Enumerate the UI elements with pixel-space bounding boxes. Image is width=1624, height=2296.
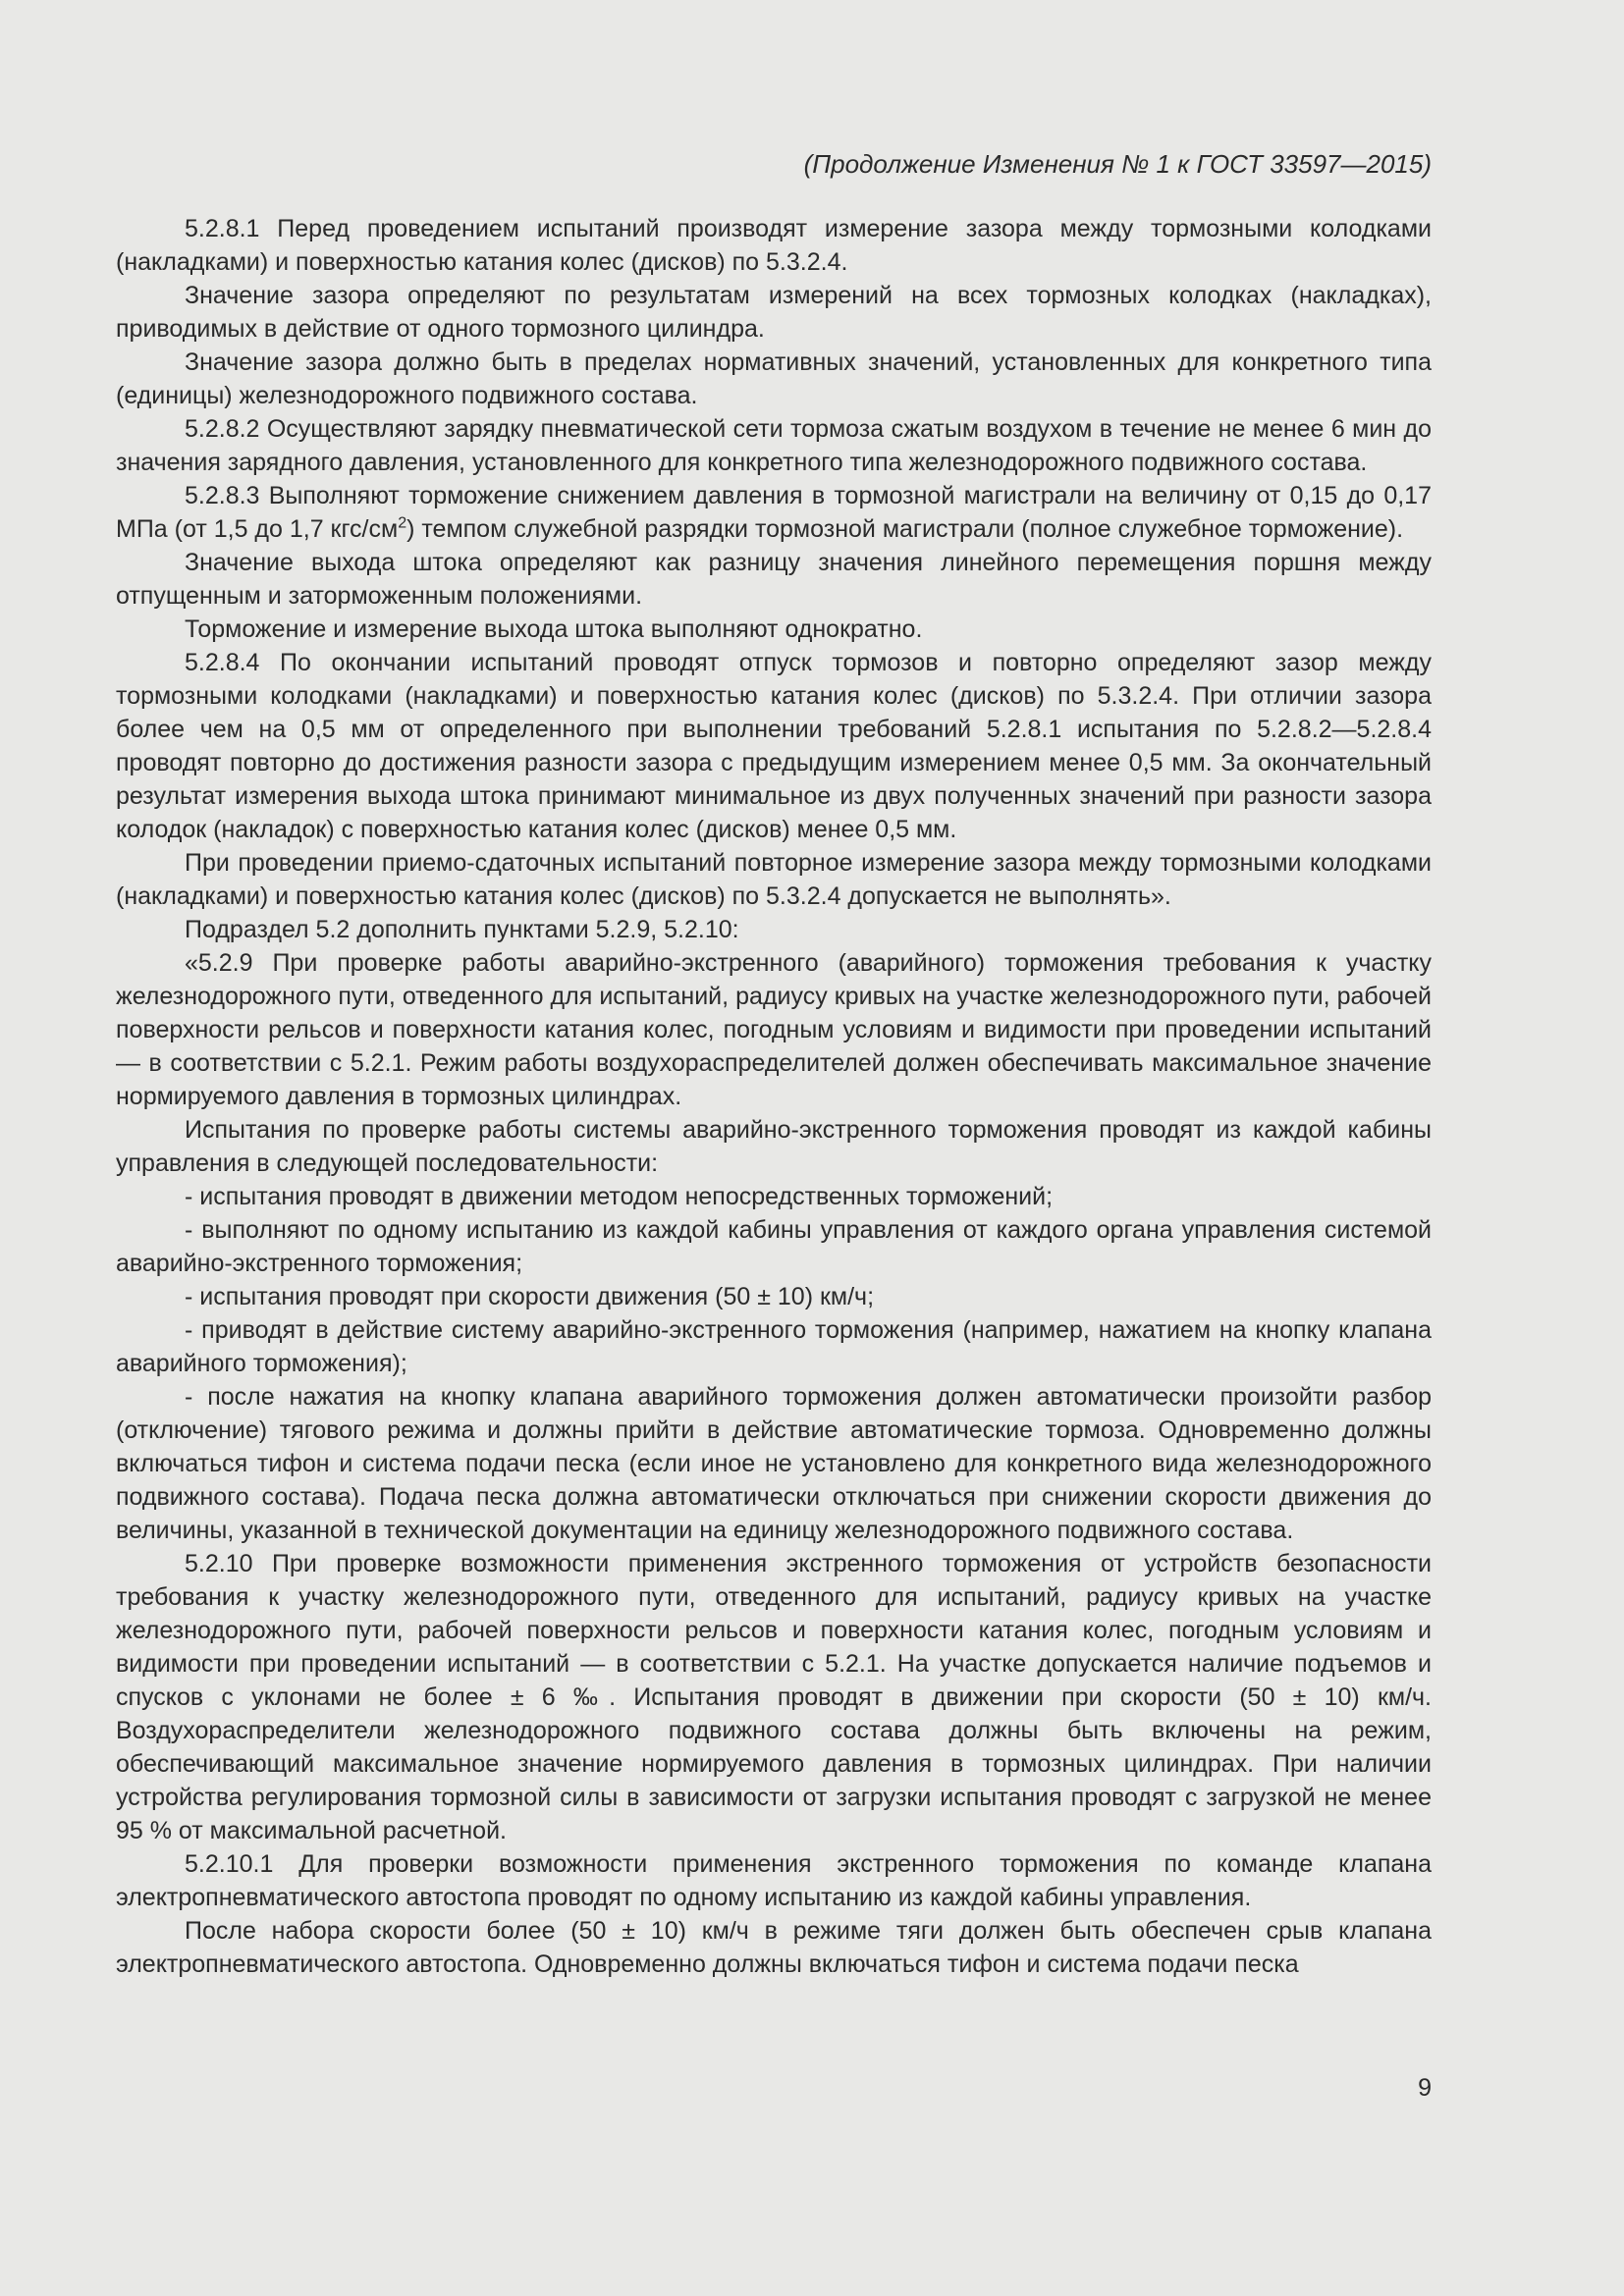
paragraph-5-2-9: «5.2.9 При проверке работы аварийно-экстренного (аварийного) торможения требования к участку железнодорожного пути, отведенного для испытаний, радиусу кривых на участке железнодорожного пути, рабочей поверхности рельсов и поверхности катания колес, погодным условиям и видимости при проведении испытаний — в соответствии с 5.2.1. Режим работы воздухораспределителей должен обеспечивать максимальное значение нормируемого давления в тормозных цилиндрах. bbox=[116, 949, 1432, 1110]
page-number: 9 bbox=[1418, 2074, 1432, 2102]
paragraph-5-2-8-3 bbox=[116, 479, 1432, 546]
paragraph-subsection-add: Подраздел 5.2 дополнить пунктами 5.2.9, 5.2.10: bbox=[185, 916, 739, 943]
list-item-motion: - испытания проводят в движении методом непосредственных торможений; bbox=[185, 1183, 1054, 1210]
paragraph-5-2-8-3-text: 5.2.8.3 Выполняют торможение снижением давления в тормозной магистрали на величину от 0,15 до 0,17 МПа (от 1,5 до 1,7 кгс/см bbox=[116, 482, 1432, 543]
document-header: (Продолжение Изменения № 1 к ГОСТ 33597—2015) bbox=[803, 149, 1432, 179]
paragraph-autostop: После набора скорости более (50 ± 10) км/ч в режиме тяги должен быть обеспечен срыв клапана электропневматического автостопа. Одновременно должны включаться тифон и система подачи песка bbox=[116, 1917, 1432, 1978]
list-item-after-press: - после нажатия на кнопку клапана аварийного торможения должен автоматически произойти разбор (отключение) тягового режима и должны прийти в действие автоматические тормоза. Одновременно должны включаться тифон и система подачи песка (если иное не установлено для конкретного вида железнодорожного подвижного состава). Подача песка должна автоматически отключаться при снижении скорости движения до величины, указанной в технической документации на единицу железнодорожного подвижного состава. bbox=[116, 1383, 1432, 1544]
list-item-each-cabin: - выполняют по одному испытанию из каждой кабины управления от каждого органа управления системой аварийно-экстренного торможения; bbox=[116, 1216, 1432, 1277]
paragraph-5-2-8-4: 5.2.8.4 По окончании испытаний проводят отпуск тормозов и повторно определяют зазор между тормозными колодками (накладками) и поверхностью катания колес (дисков) по 5.3.2.4. При отличии зазора более чем на 0,5 мм от определенного при выполнении требований 5.2.8.1 испытания по 5.2.8.2—5.2.8.4 проводят повторно до достижения разности зазора с предыдущим измерением менее 0,5 мм. За окончательный результат измерения выхода штока принимают минимальное из двух полученных значений при разности зазора колодок (накладок) с поверхностью катания колес (дисков) менее 0,5 мм. bbox=[116, 649, 1432, 843]
list-item-speed: - испытания проводят при скорости движения (50 ± 10) км/ч; bbox=[185, 1283, 875, 1310]
paragraph-5-2-8-2: 5.2.8.2 Осуществляют зарядку пневматической сети тормоза сжатым воздухом в течение не менее 6 мин до значения зарядного давления, установленного для конкретного типа железнодорожного подвижного состава. bbox=[116, 415, 1432, 476]
paragraph-5-2-10: 5.2.10 При проверке возможности применения экстренного торможения от устройств безопасности требования к участку железнодорожного пути, отведенного для испытаний, радиусу кривых на участке железнодорожного пути, рабочей поверхности рельсов и поверхности катания колес, погодным условиям и видимости при проведении испытаний — в соответствии с 5.2.1. На участке допускается наличие подъемов и спусков с уклонами не более ± 6 ‰. Испытания проводят в движении при скорости (50 ± 10) км/ч. Воздухораспределители железнодорожного подвижного состава должны быть включены на режим, обеспечивающий максимальное значение нормируемого давления в тормозных цилиндрах. При наличии устройства регулирования тормозной силы в зависимости от загрузки испытания проводят с загрузкой не менее 95 % от максимальной расчетной. bbox=[116, 1550, 1432, 1844]
paragraph-5-2-8-1: 5.2.8.1 Перед проведением испытаний производят измерение зазора между тормозными колодками (накладками) и поверхностью катания колес (дисков) по 5.3.2.4. bbox=[116, 215, 1432, 276]
paragraph-test-sequence: Испытания по проверке работы системы аварийно-экстренного торможения проводят из каждой кабины управления в следующей последовательности: bbox=[116, 1116, 1432, 1177]
paragraph-5-2-10-1: 5.2.10.1 Для проверки возможности применения экстренного торможения по команде клапана электропневматического автостопа проводят по одному испытанию из каждой кабины управления. bbox=[116, 1850, 1432, 1911]
paragraph-single-measure: Торможение и измерение выхода штока выполняют однократно. bbox=[185, 615, 923, 643]
paragraph-rod-output: Значение выхода штока определяют как разницу значения линейного перемещения поршня между отпущенным и заторможенным положениями. bbox=[116, 549, 1432, 610]
paragraph-gap-norms: Значение зазора должно быть в пределах нормативных значений, установленных для конкретного типа (единицы) железнодорожного подвижного состава. bbox=[116, 348, 1432, 409]
superscript-exponent: 2 bbox=[398, 514, 407, 532]
paragraph-acceptance-tests: При проведении приемо-сдаточных испытаний повторное измерение зазора между тормозными колодками (накладками) и поверхностью катания колес (дисков) по 5.3.2.4 допускается не выполнять». bbox=[116, 849, 1432, 910]
paragraph-gap-value: Значение зазора определяют по результатам измерений на всех тормозных колодках (накладках), приводимых в действие от одного тормозного цилиндра. bbox=[116, 282, 1432, 343]
document-page bbox=[116, 147, 1432, 1981]
list-item-activate: - приводят в действие систему аварийно-экстренного торможения (например, нажатием на кнопку клапана аварийного торможения); bbox=[116, 1316, 1432, 1377]
paragraph-5-2-8-3-tail: ) темпом служебной разрядки тормозной магистрали (полное служебное торможение). bbox=[406, 515, 1404, 543]
